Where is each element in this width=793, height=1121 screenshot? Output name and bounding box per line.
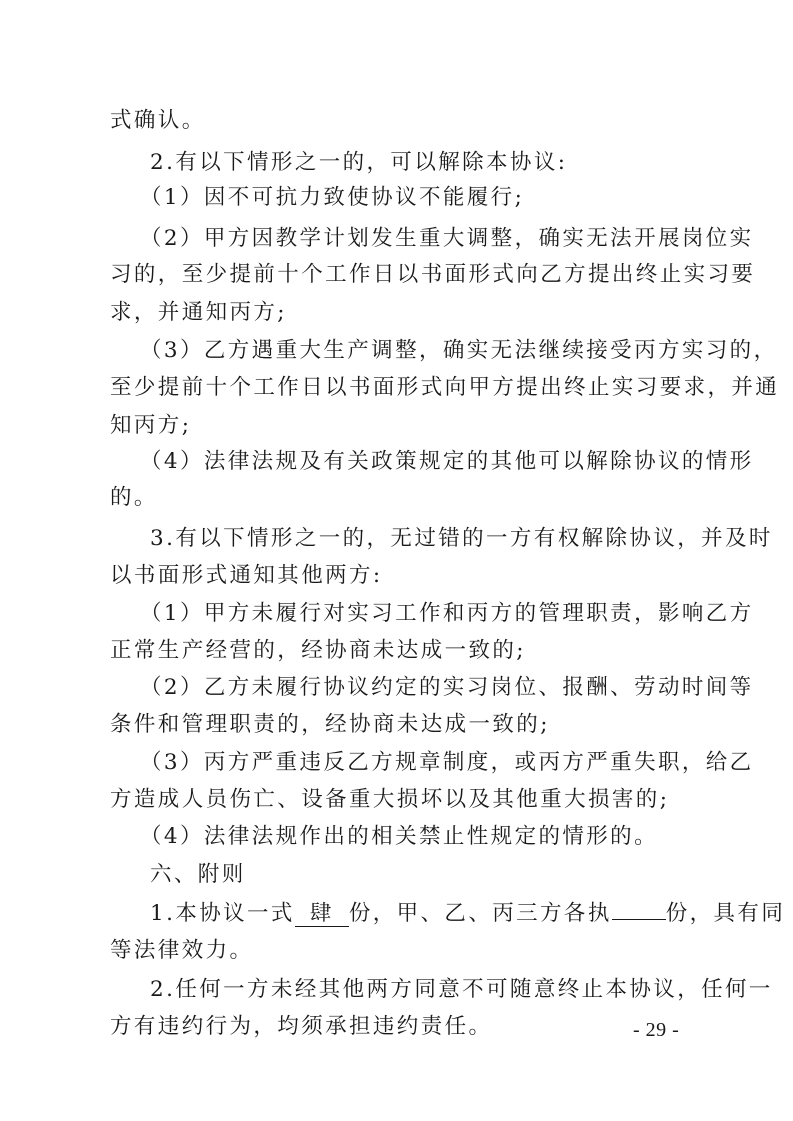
text-line: （4）法律法规作出的相关禁止性规定的情形的。 <box>140 824 658 849</box>
page-number: - 29 - <box>633 1019 680 1041</box>
text-line: （4）法律法规及有关政策规定的其他可以解除协议的情形 <box>140 449 754 474</box>
clause-1-line-2: 等法律效力。 <box>110 938 254 963</box>
section-heading: 六、附则 <box>150 862 246 887</box>
each-party-fill-blank <box>612 919 666 920</box>
text-line: 的。 <box>110 485 158 510</box>
text-line: 式确认。 <box>110 108 206 133</box>
clause-2-line-2: 方有违约行为，均须承担违约责任。 <box>110 1014 493 1039</box>
text-line: 习的，至少提前十个工作日以书面形式向乙方提出终止实习要 <box>110 262 756 287</box>
text-line: 2.有以下情形之一的，可以解除本协议: <box>150 150 568 175</box>
text-line: 3.有以下情形之一的，无过错的一方有权解除协议，并及时 <box>150 526 773 551</box>
text-line: 正常生产经营的，经协商未达成一致的; <box>110 638 526 663</box>
text-line: （1）甲方未履行对实习工作和丙方的管理职责，影响乙方 <box>140 601 754 626</box>
text-line: 求，并通知丙方; <box>110 300 287 325</box>
text-line: （3）丙方严重违反乙方规章制度，或丙方严重失职，给乙 <box>140 750 754 775</box>
text-line: （2）甲方因教学计划发生重大调整，确实无法开展岗位实 <box>140 226 754 251</box>
text-line: 至少提前十个工作日以书面形式向甲方提出终止实习要求，并通 <box>110 375 780 400</box>
text-line: （2）乙方未履行协议约定的实习岗位、报酬、劳动时间等 <box>140 675 754 700</box>
clause-2-line-1: 2.任何一方未经其他两方同意不可随意终止本协议，任何一 <box>150 977 773 1002</box>
text-line: （3）乙方遇重大生产调整，确实无法继续接受丙方实习的， <box>140 338 778 363</box>
text-line: （1）因不可抗力致使协议不能履行; <box>140 185 525 210</box>
text-line: 条件和管理职责的，经协商未达成一致的; <box>110 712 550 737</box>
text-line: 方造成人员伤亡、设备重大损坏以及其他重大损害的; <box>110 787 670 812</box>
text-line: 以书面形式通知其他两方: <box>110 563 383 588</box>
copies-fill-blank: 肆 <box>295 903 349 927</box>
text-line: 知丙方; <box>110 413 192 438</box>
clause-1-line-1: 1.本协议一式 肆 份，甲、乙、丙三方各执 份，具有同 <box>150 901 786 926</box>
